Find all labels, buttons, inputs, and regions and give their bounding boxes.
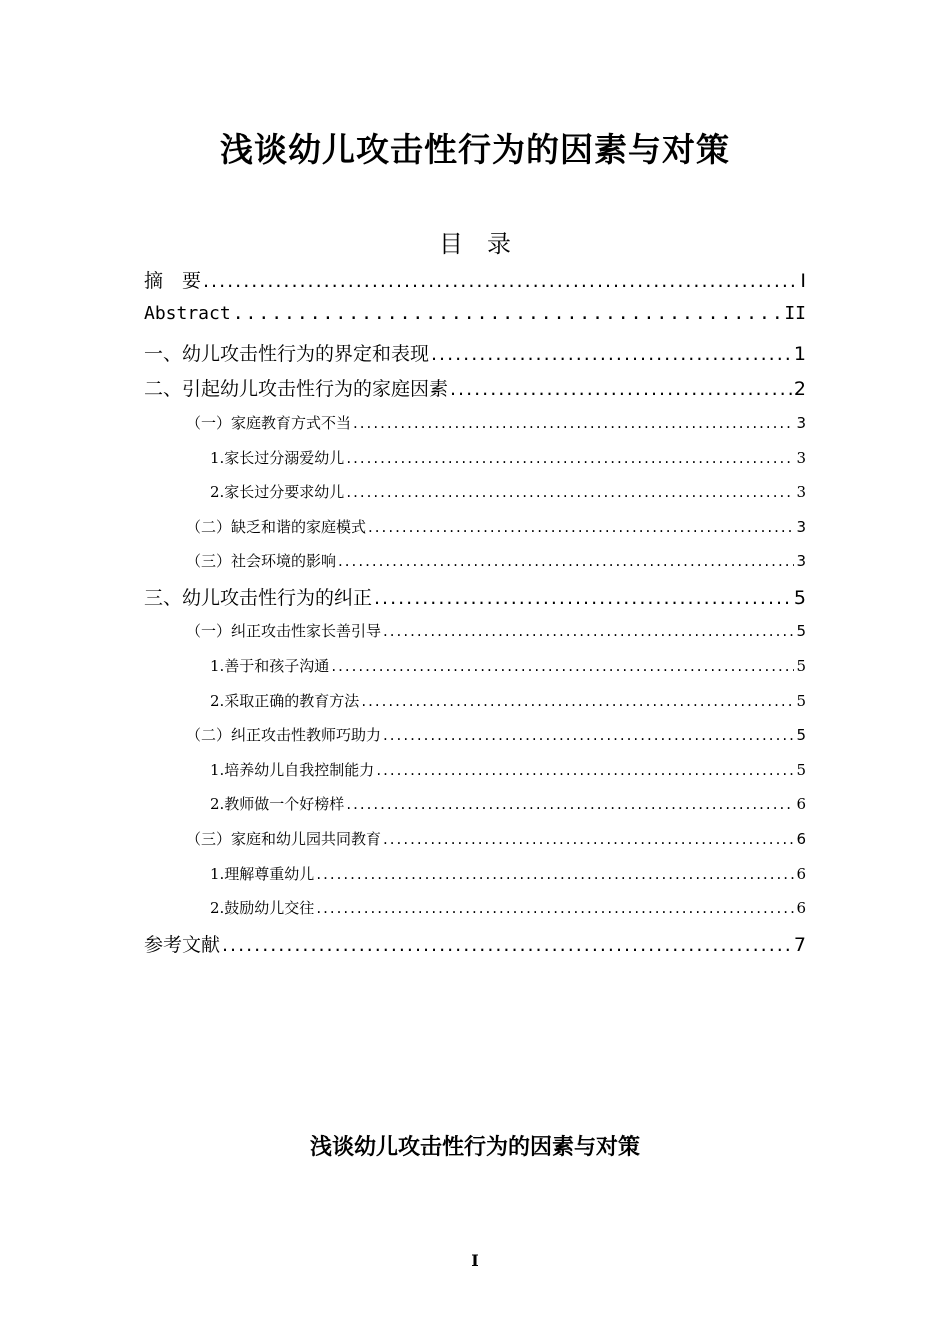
toc-entry-abstract-cn[interactable]	[144, 266, 806, 293]
toc-entry-section-3-3-1[interactable]	[210, 863, 806, 884]
toc-page-number: 5	[796, 692, 806, 710]
toc-entry-text: （二）纠正攻击性教师巧助力	[186, 726, 382, 744]
toc-dot-leader	[316, 899, 794, 917]
toc-entry-section-3[interactable]	[144, 583, 806, 610]
toc-dot-leader	[346, 449, 794, 467]
toc-entry-section-2[interactable]	[144, 374, 806, 401]
toc-page-number: 5	[796, 622, 806, 640]
toc-heading: 目 录	[439, 230, 511, 258]
toc-dot-leader	[353, 414, 794, 432]
toc-dot-leader	[383, 726, 794, 744]
toc-page-number: 6	[796, 795, 806, 813]
toc-dot-leader	[331, 657, 794, 675]
toc-dot-leader	[338, 552, 794, 570]
toc-entry-section-3-1-2[interactable]	[210, 690, 806, 711]
toc-page-number: 5	[796, 761, 806, 779]
document-title: 浅谈幼儿攻击性行为的因素与对策	[220, 130, 730, 169]
toc-dot-leader	[368, 518, 794, 536]
toc-page-number: 2	[793, 378, 806, 400]
toc-entry-section-2-2[interactable]	[186, 516, 806, 537]
toc-page-number: 6	[796, 865, 806, 883]
toc-entry-text: 参考文献	[144, 934, 221, 956]
toc-dot-leader	[316, 865, 794, 883]
toc-page-number: II	[784, 303, 806, 324]
toc-page-number: 3	[796, 414, 806, 432]
toc-dot-leader	[383, 830, 794, 848]
toc-page-number: 5	[796, 726, 806, 744]
toc-entry-text: 2.教师做一个好榜样	[210, 795, 345, 813]
toc-dot-leader	[450, 378, 792, 400]
toc-entry-text: （一）纠正攻击性家长善引导	[186, 622, 382, 640]
toc-page-number: 3	[796, 552, 806, 570]
toc-entry-text: 1.理解尊重幼儿	[210, 865, 315, 883]
toc-entry-section-2-1-1[interactable]	[210, 447, 806, 468]
toc-entry-text: 三、幼儿攻击性行为的纠正	[144, 587, 373, 609]
toc-page-number: 7	[793, 934, 806, 956]
toc-entry-section-3-1-1[interactable]	[210, 655, 806, 676]
toc-entry-text: （一）家庭教育方式不当	[186, 414, 352, 432]
toc-entry-text: 二、引起幼儿攻击性行为的家庭因素	[144, 378, 449, 400]
toc-entry-text: 2.采取正确的教育方法	[210, 692, 360, 710]
toc-dot-leader	[361, 692, 794, 710]
toc-dot-leader	[374, 587, 792, 609]
toc-dot-leader	[383, 622, 794, 640]
toc-page-number: 5	[793, 587, 806, 609]
toc-entry-text: 1.培养幼儿自我控制能力	[210, 761, 375, 779]
toc-entry-text: （三）社会环境的影响	[186, 552, 337, 570]
toc-dot-leader	[222, 934, 792, 956]
toc-entry-section-2-1-2[interactable]	[210, 481, 806, 502]
toc-entry-text: Abstract	[144, 303, 231, 324]
toc-entry-section-3-2-1[interactable]	[210, 759, 806, 780]
toc-page-number: 3	[796, 483, 806, 501]
toc-entry-section-2-1[interactable]	[186, 412, 806, 433]
toc-entry-text: （二）缺乏和谐的家庭模式	[186, 518, 367, 536]
toc-dot-leader	[376, 761, 794, 779]
toc-entry-section-2-3[interactable]	[186, 550, 806, 571]
toc-entry-text: 2.鼓励幼儿交往	[210, 899, 315, 917]
toc-page-number: 5	[796, 657, 806, 675]
toc-dot-leader	[346, 483, 794, 501]
toc-dot-leader	[346, 795, 794, 813]
toc-entry-text: 摘 要	[144, 270, 202, 292]
body-title: 浅谈幼儿攻击性行为的因素与对策	[309, 1135, 640, 1160]
toc-entry-section-3-3-2[interactable]	[210, 897, 806, 918]
toc-page-number: 6	[796, 899, 806, 917]
toc-entry-abstract-en[interactable]	[144, 303, 806, 324]
toc-entry-section-3-1[interactable]	[186, 620, 806, 641]
toc-entry-text: 一、幼儿攻击性行为的界定和表现	[144, 343, 430, 365]
toc-dot-leader	[233, 303, 783, 324]
toc-page-number: I	[800, 270, 806, 292]
toc-entry-text: 1.善于和孩子沟通	[210, 657, 330, 675]
toc-page-number: 1	[793, 343, 806, 365]
toc-entry-text: 2.家长过分要求幼儿	[210, 483, 345, 501]
toc-entry-text: （三）家庭和幼儿园共同教育	[186, 830, 382, 848]
toc-page-number: 3	[796, 449, 806, 467]
toc-entry-references[interactable]	[144, 930, 806, 957]
toc-entry-text: 1.家长过分溺爱幼儿	[210, 449, 345, 467]
toc-entry-section-1[interactable]	[144, 339, 806, 366]
toc-dot-leader	[431, 343, 792, 365]
toc-page-number: 3	[796, 518, 806, 536]
toc-page-number: 6	[796, 830, 806, 848]
toc-entry-section-3-2-2[interactable]	[210, 793, 806, 814]
page-number: I	[471, 1251, 479, 1270]
toc-entry-section-3-2[interactable]	[186, 724, 806, 745]
toc-dot-leader	[203, 270, 798, 292]
toc-entry-section-3-3[interactable]	[186, 828, 806, 849]
